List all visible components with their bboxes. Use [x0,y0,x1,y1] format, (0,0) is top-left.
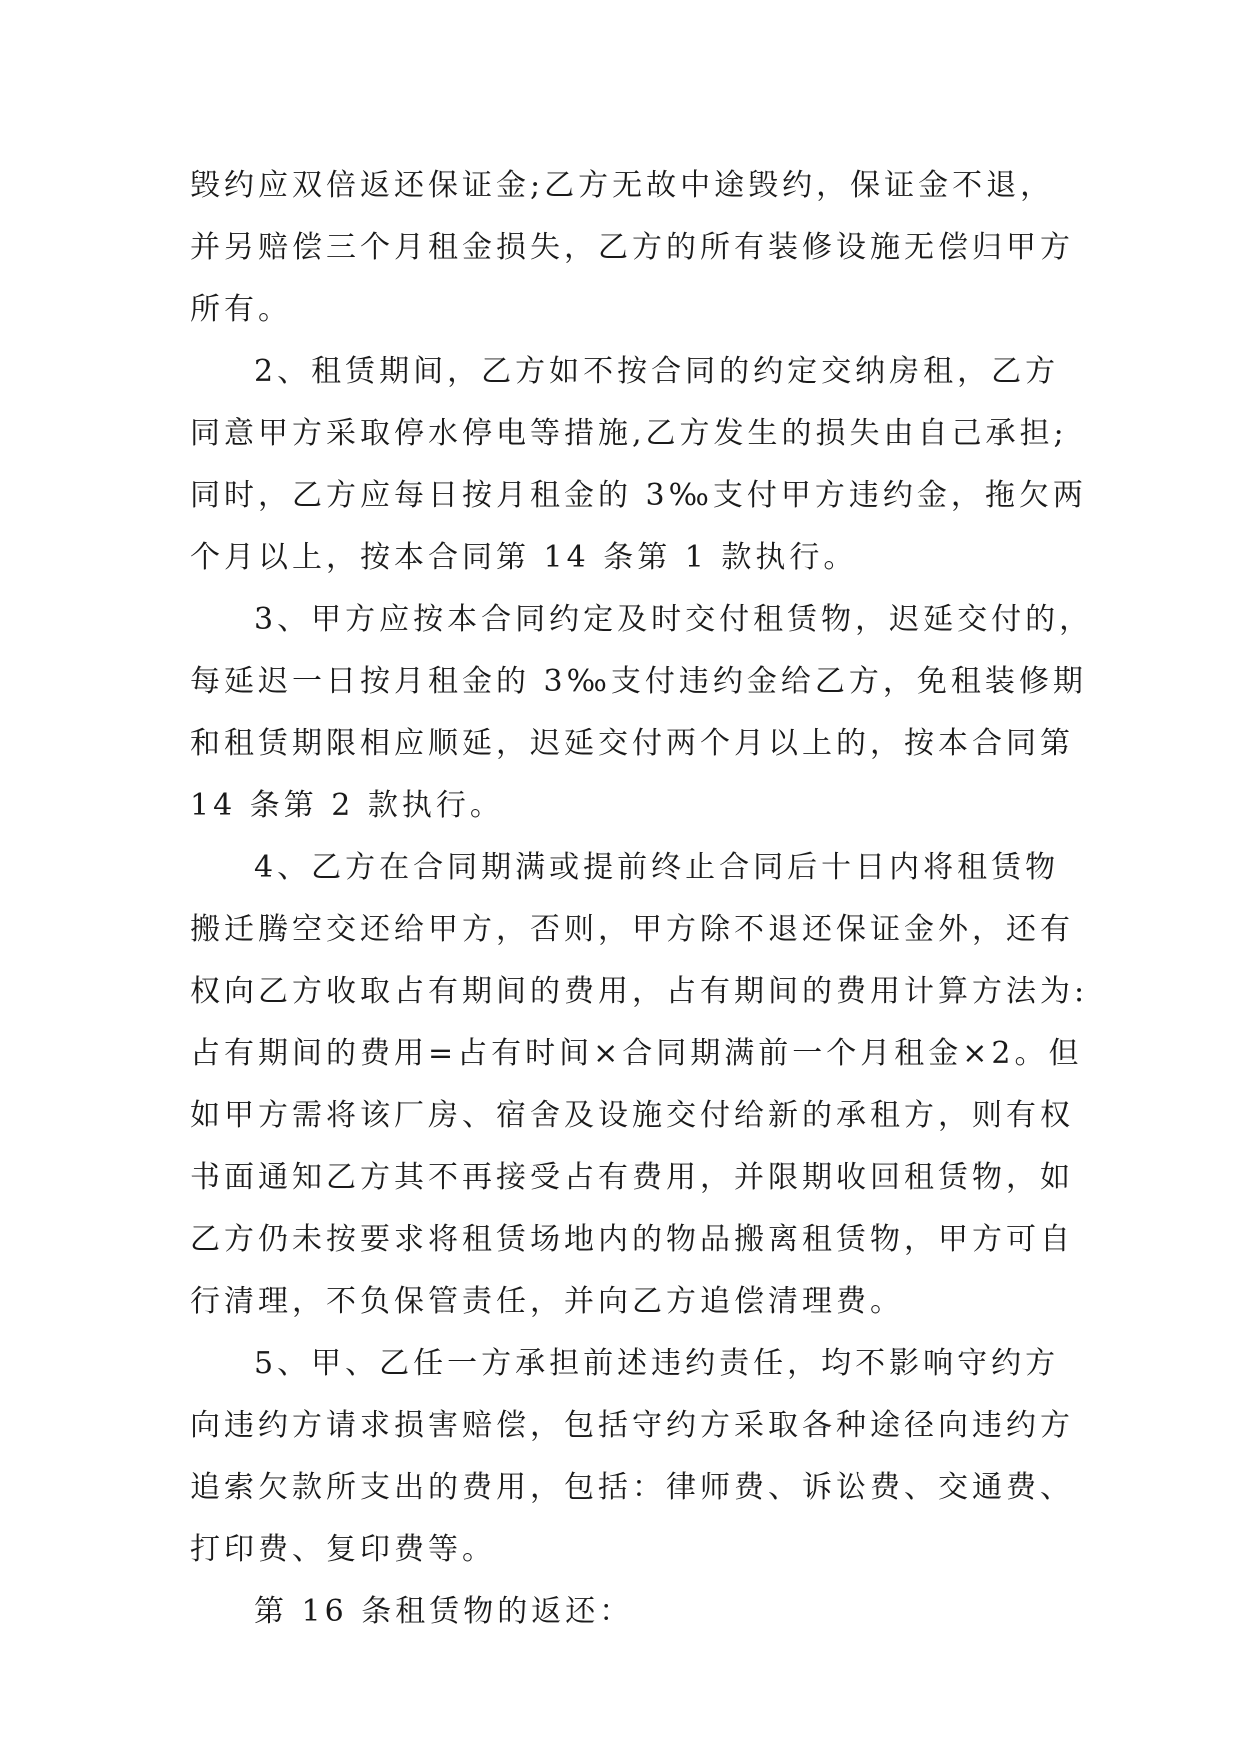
text-line: 如甲方需将该厂房、宿舍及设施交付给新的承租方，则有权 [190,1098,1074,1133]
clause-3-first-line: 3、甲方应按本合同约定及时交付租赁物，迟延交付的， [254,602,1094,637]
clause-4-first-line: 4、乙方在合同期满或提前终止合同后十日内将租赁物 [254,850,1060,885]
text-line: 占有期间的费用=占有时间×合同期满前一个月租金×2。但 [190,1036,1083,1071]
text-line: 每延迟一日按月租金的 3‰支付违约金给乙方，免租装修期 [190,664,1087,699]
text-line: 同时，乙方应每日按月租金的 3‰支付甲方违约金，拖欠两 [190,478,1087,513]
text-line: 搬迁腾空交还给甲方，否则，甲方除不退还保证金外，还有 [190,912,1074,947]
text-line: 并另赔偿三个月租金损失，乙方的所有装修设施无偿归甲方 [190,230,1074,265]
section-heading-16: 第 16 条租赁物的返还： [254,1594,634,1629]
text-line: 权向乙方收取占有期间的费用，占有期间的费用计算方法为: [190,974,1089,1009]
document-body [190,155,1094,1643]
text-line: 14 条第 2 款执行。 [190,788,504,823]
text-line: 乙方仍未按要求将租赁场地内的物品搬离租赁物，甲方可自 [190,1222,1074,1257]
clause-5-first-line: 5、甲、乙任一方承担前述违约责任，均不影响守约方 [254,1346,1060,1381]
text-line: 个月以上，按本合同第 14 条第 1 款执行。 [190,540,858,575]
clause-2-first-line: 2、租赁期间，乙方如不按合同的约定交纳房租，乙方 [254,354,1060,389]
text-line: 和租赁期限相应顺延，迟延交付两个月以上的，按本合同第 [190,726,1074,761]
text-line: 毁约应双倍返还保证金;乙方无故中途毁约，保证金不退， [190,168,1055,203]
text-line: 行清理，不负保管责任，并向乙方追偿清理费。 [190,1284,904,1319]
text-line: 追索欠款所支出的费用，包括：律师费、诉讼费、交通费、 [190,1470,1074,1505]
text-line: 打印费、复印费等。 [190,1532,496,1567]
text-line: 同意甲方采取停水停电等措施,乙方发生的损失由自己承担; [190,416,1068,451]
text-line: 书面通知乙方其不再接受占有费用，并限期收回租赁物，如 [190,1160,1074,1195]
text-line: 所有。 [190,292,292,327]
text-line: 向违约方请求损害赔偿，包括守约方采取各种途径向违约方 [190,1408,1074,1443]
